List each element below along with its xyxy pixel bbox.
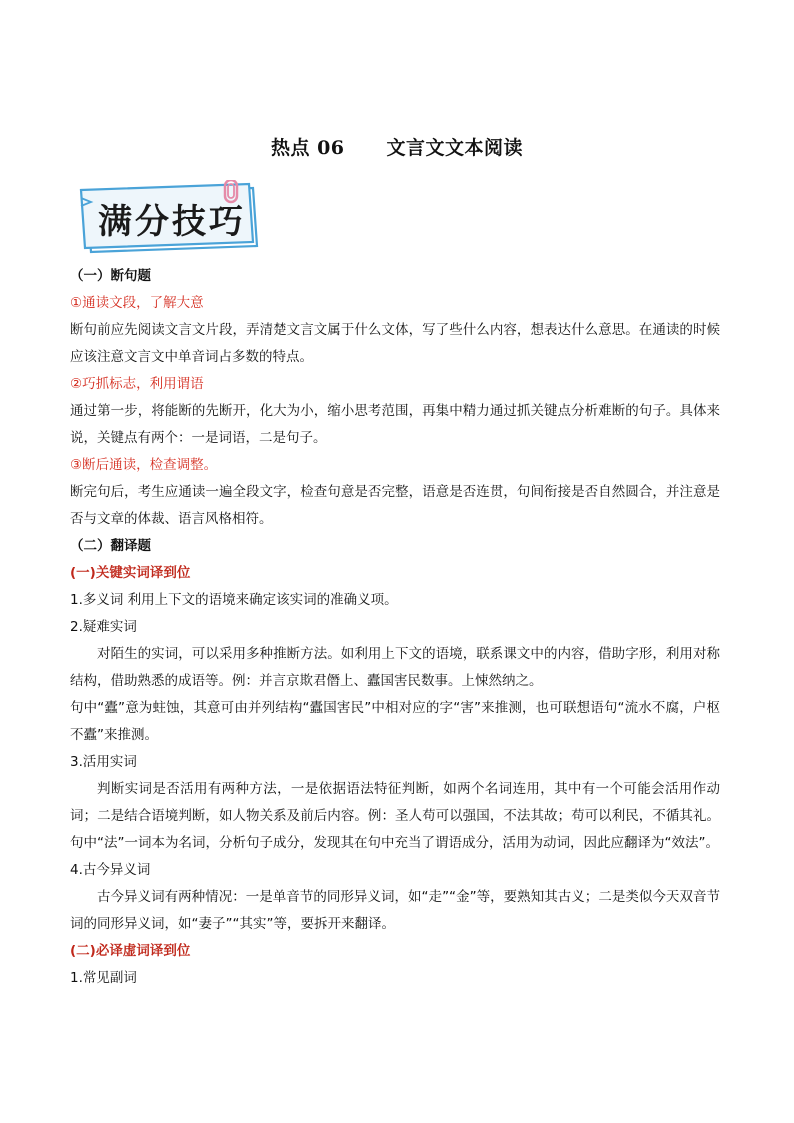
subheading-2: ②巧抓标志，利用谓语 (70, 376, 204, 392)
item-difficult-words: 2.疑难实词 (70, 619, 137, 635)
item-adverbs: 1.常见副词 (70, 970, 137, 986)
page-title (0, 133, 794, 160)
paragraph-difficult-words-2: 句中“蠹”意为蛀蚀，其意可由并列结构“蠹国害民”中相对应的字“害”来推测，也可联想语句“流水不腐，户枢不蠹”来推测。 (70, 700, 720, 743)
paragraph-difficult-words: 对陌生的实词，可以采用多种推断方法。如利用上下文的语境，联系课文中的内容，借助字形，利用对称结构，借助熟悉的成语等。例：并言京欺君僭上、蠹国害民数事。上悚然纳之。 (70, 646, 720, 689)
subheading-3: ③断后通读，检查调整。 (70, 457, 218, 473)
subheading-function-words: (二)必译虚词译到位 (70, 943, 191, 959)
title-prefix: 热点 06 (270, 137, 345, 159)
paragraph-1: 断句前应先阅读文言文片段，弄清楚文言文属于什么文体，写了些什么内容，想表达什么意思。在通读的时候应该注意文言文中单音词占多数的特点。 (70, 322, 720, 365)
paragraph-ancient-modern: 古今异义词有两种情况：一是单音节的同形异义词，如“走”“金”等，要熟知其古义；二是类似今天双音节词的同形异义词，如“妻子”“其实”等，要拆开来翻译。 (70, 889, 720, 932)
item-flexible-use: 3.活用实词 (70, 754, 137, 770)
badge-label: 满分技巧 (98, 202, 246, 242)
paragraph-2: 通过第一步，将能断的先断开，化大为小，缩小思考范围，再集中精力通过抓关键点分析难断的句子。具体来说，关键点有两个：一是词语，二是句子。 (70, 403, 720, 446)
paragraph-flexible-use: 判断实词是否活用有两种方法，一是依据语法特征判断，如两个名词连用，其中有一个可能会活用作动词；二是结合语境判断，如人物关系及前后内容。例：圣人苟可以强国，不法其故；苟可以利民，不循其礼。句中“法”一词本为名词，分析句子成分，发现其在句中充当了谓语成分，活用为动词，因此应翻译为“效法”。 (70, 781, 720, 851)
item-polysemy: 1.多义词 利用上下文的语境来确定该实词的准确义项。 (70, 592, 398, 608)
subheading-1: ①通读文段，了解大意 (70, 295, 204, 311)
section-heading-1: （一）断句题 (70, 268, 151, 284)
document-body (70, 263, 720, 992)
title-main: 文言文文本阅读 (386, 137, 524, 159)
item-ancient-modern: 4.古今异义词 (70, 862, 151, 878)
subheading-key-words: (一)关键实词译到位 (70, 565, 191, 581)
paragraph-3: 断完句后，考生应通读一遍全段文字，检查句意是否完整，语意是否连贯，句间衔接是否自然圆合，并注意是否与文章的体裁、语言风格相符。 (70, 484, 720, 527)
section-heading-2: （二）翻译题 (70, 538, 151, 554)
